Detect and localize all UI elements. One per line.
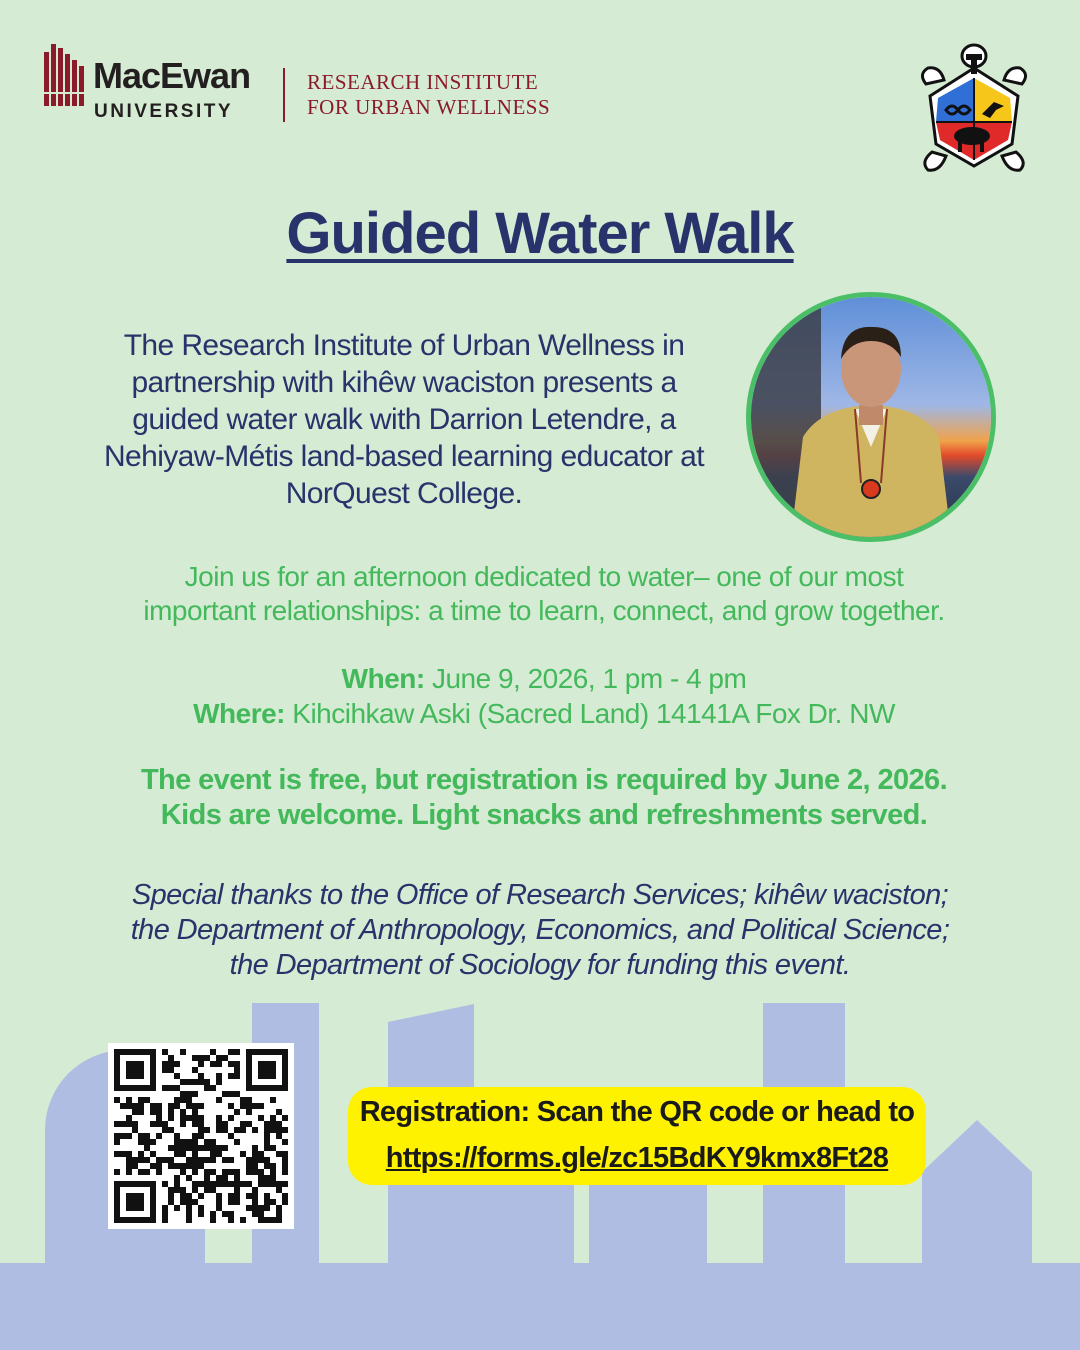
university-wordmark: MacEwan — [93, 55, 251, 96]
acknowledgements — [0, 878, 1080, 983]
speaker-photo — [751, 297, 991, 537]
join-line: important relationships: a time to learn, connect, and grow together. — [143, 595, 945, 626]
intro-line: The Research Institute of Urban Wellness in — [123, 329, 685, 362]
intro-paragraph — [60, 327, 748, 512]
intro-line: partnership with kihêw waciston presents a — [131, 366, 677, 399]
thanks-line: the Department of Anthropology, Economics, and Political Science; — [130, 914, 950, 946]
event-title-text: Guided Water Walk — [286, 201, 794, 266]
registration-notice — [0, 763, 1080, 833]
where-value: Kihcihkaw Aski (Sacred Land) 14141A Fox Dr. NW — [285, 698, 895, 729]
registration-link[interactable]: https://forms.gle/zc15BdKY9kmx8Ft28 — [385, 1142, 889, 1174]
registration-callout — [348, 1087, 926, 1185]
speaker-portrait — [746, 292, 996, 542]
when-line — [0, 661, 1080, 696]
join-line: Join us for an afternoon dedicated to water– one of our most — [184, 561, 904, 592]
when-value: June 9, 2026, 1 pm - 4 pm — [424, 663, 747, 694]
university-subtitle: UNIVERSITY — [94, 101, 234, 122]
turtle-medicine-wheel-icon — [916, 40, 1032, 174]
where-label: Where: — [193, 698, 285, 729]
institute-name-line: FOR URBAN WELLNESS — [307, 95, 551, 119]
institute-name-line: RESEARCH INSTITUTE — [307, 70, 539, 94]
registration-text: Registration: Scan the QR code or head to — [359, 1096, 915, 1128]
institute-name — [307, 70, 550, 120]
thanks-line: Special thanks to the Office of Research Services; kihêw waciston; — [131, 879, 949, 911]
when-label: When: — [341, 663, 425, 694]
intro-line: guided water walk with Darrion Letendre, a — [132, 403, 676, 436]
macewan-building-logo-icon — [44, 44, 84, 106]
registration-qr-code[interactable] — [108, 1043, 294, 1229]
notice-line: The event is free, but registration is required by June 2, 2026. — [140, 764, 948, 796]
intro-line: Nehiyaw-Métis land-based learning educator at — [103, 440, 704, 473]
qr-code-icon — [114, 1049, 288, 1223]
intro-line: NorQuest College. — [285, 477, 523, 510]
logo-divider — [283, 68, 285, 122]
event-title — [0, 200, 1080, 267]
thanks-line: the Department of Sociology for funding this event. — [229, 949, 851, 981]
notice-line: Kids are welcome. Light snacks and refreshments served. — [160, 799, 928, 831]
where-line — [0, 696, 1080, 731]
join-paragraph — [0, 560, 1080, 628]
event-details — [0, 661, 1080, 731]
